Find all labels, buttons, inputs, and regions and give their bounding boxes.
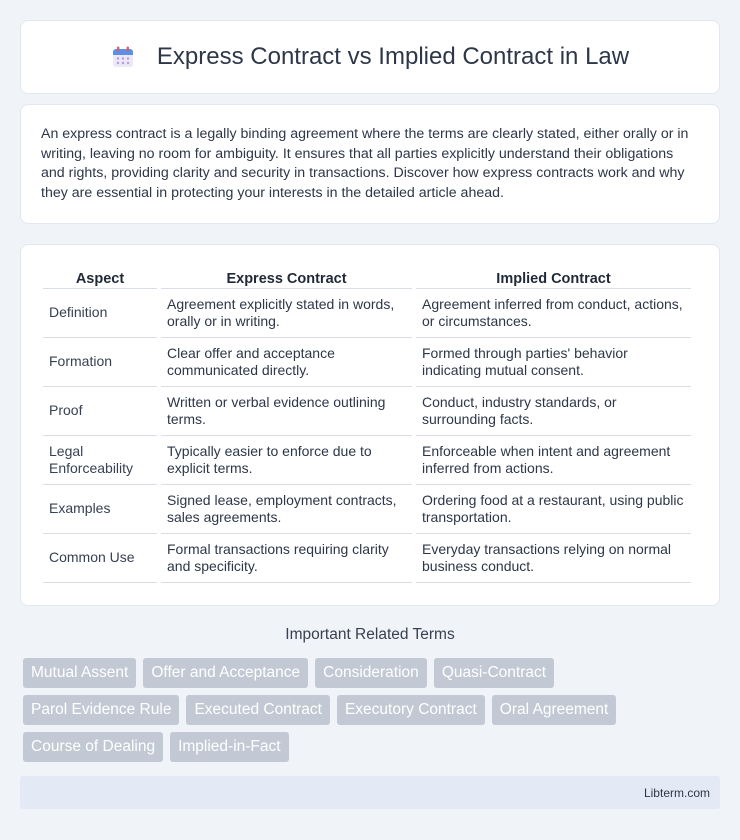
aspect-cell: Proof [43, 387, 157, 436]
comparison-table-card [20, 244, 720, 606]
table-row [43, 338, 691, 387]
related-term-tag[interactable]: Course of Dealing [23, 732, 163, 762]
aspect-cell: Examples [43, 485, 157, 534]
related-term-tag[interactable]: Executed Contract [186, 695, 330, 725]
related-term-tag[interactable]: Quasi-Contract [434, 658, 554, 688]
express-cell: Formal transactions requiring clarity and specificity. [161, 534, 412, 583]
tag-row [23, 658, 723, 688]
related-term-tag[interactable]: Consideration [315, 658, 427, 688]
express-cell: Agreement explicitly stated in words, orally or in writing. [161, 289, 412, 338]
related-term-tag[interactable]: Offer and Acceptance [143, 658, 308, 688]
express-cell: Typically easier to enforce due to explicit terms. [161, 436, 412, 485]
implied-cell: Conduct, industry standards, or surrounding facts. [416, 387, 691, 436]
implied-cell: Ordering food at a restaurant, using public transportation. [416, 485, 691, 534]
calendar-icon [111, 45, 135, 69]
aspect-cell: Legal Enforceability [43, 436, 157, 485]
aspect-cell: Definition [43, 289, 157, 338]
footer-bar [20, 776, 720, 809]
comparison-table [39, 267, 695, 583]
implied-cell: Everyday transactions relying on normal business conduct. [416, 534, 691, 583]
header-aspect: Aspect [43, 267, 157, 289]
tag-row [23, 695, 723, 725]
related-terms-list [23, 658, 723, 769]
table-header-row [43, 267, 691, 289]
intro-card [20, 104, 720, 224]
table-row [43, 289, 691, 338]
related-terms-title: Important Related Terms [285, 626, 455, 643]
table-row [43, 534, 691, 583]
header-express-contract: Express Contract [161, 267, 412, 289]
footer-site-link[interactable]: Libterm.com [643, 785, 710, 800]
implied-cell: Enforceable when intent and agreement inferred from actions. [416, 436, 691, 485]
implied-cell: Agreement inferred from conduct, actions, or circumstances. [416, 289, 691, 338]
related-term-tag[interactable]: Executory Contract [337, 695, 485, 725]
header-implied-contract: Implied Contract [416, 267, 691, 289]
related-term-tag[interactable]: Mutual Assent [23, 658, 136, 688]
express-cell: Signed lease, employment contracts, sales agreements. [161, 485, 412, 534]
related-term-tag[interactable]: Parol Evidence Rule [23, 695, 179, 725]
implied-cell: Formed through parties' behavior indicating mutual consent. [416, 338, 691, 387]
header-card [20, 20, 720, 94]
express-cell: Written or verbal evidence outlining terms. [161, 387, 412, 436]
intro-paragraph: An express contract is a legally binding agreement where the terms are clearly stated, either orally or in writing, leaving no room for ambiguity. It ensures that all parties explicitly understand their obligations and rights, providing clarity and security in transactions. Discover how express contracts work and why they are essential in protecting your interests in the detailed article ahead. [41, 126, 689, 201]
related-term-tag[interactable]: Implied-in-Fact [170, 732, 289, 762]
aspect-cell: Formation [43, 338, 157, 387]
related-term-tag[interactable]: Oral Agreement [492, 695, 617, 725]
tag-row [23, 732, 723, 762]
table-row [43, 436, 691, 485]
aspect-cell: Common Use [43, 534, 157, 583]
table-row [43, 485, 691, 534]
express-cell: Clear offer and acceptance communicated directly. [161, 338, 412, 387]
table-row [43, 387, 691, 436]
page-title: Express Contract vs Implied Contract in Law [156, 43, 630, 70]
